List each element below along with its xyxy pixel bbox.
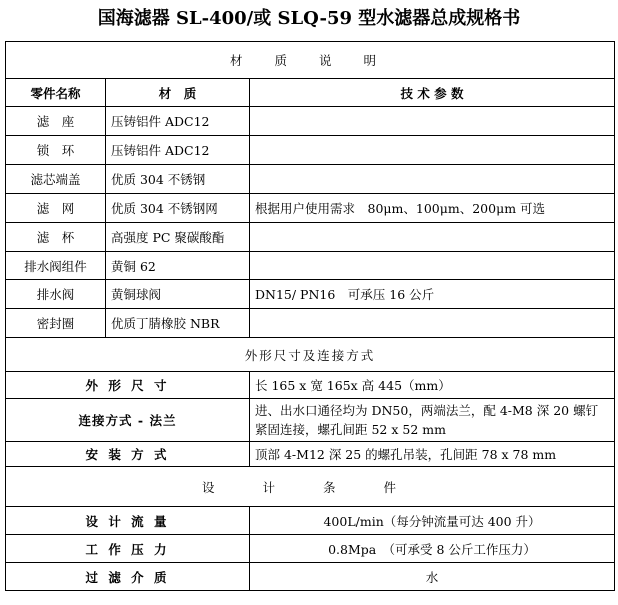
- part-params: [250, 165, 615, 194]
- table-row: [6, 136, 615, 165]
- part-params: [250, 223, 615, 252]
- part-name: 滤芯端盖: [6, 165, 106, 194]
- part-material: 黄铜球阀: [106, 280, 250, 309]
- part-material: 优质 304 不锈钢网: [106, 194, 250, 223]
- spec-value: 400L/min（每分钟流量可达 400 升）: [250, 507, 615, 535]
- spec-label: 过 滤 介 质: [6, 563, 250, 591]
- document-title: 国海滤器 SL-400/或 SLQ-59 型水滤器总成规格书: [97, 8, 521, 29]
- spec-label: 工 作 压 力: [6, 535, 250, 563]
- table-row: [6, 252, 615, 280]
- part-name: 排水阀: [6, 280, 106, 309]
- part-material: 压铸铝件 ADC12: [106, 107, 250, 136]
- table-row: [6, 280, 615, 309]
- part-params: DN15/ PN16 可承压 16 公斤: [250, 280, 615, 309]
- spec-value: 水: [250, 563, 615, 591]
- table-row: [6, 165, 615, 194]
- materials-section-title: 材 质 说 明: [6, 42, 615, 79]
- header-params: 技 术 参 数: [250, 79, 615, 107]
- table-row: [6, 194, 615, 223]
- spec-label: 设 计 流 量: [6, 507, 250, 535]
- header-part: 零件名称: [6, 79, 106, 107]
- table-row: [6, 223, 615, 252]
- materials-section-row: [6, 42, 615, 79]
- part-name: 滤 网: [6, 194, 106, 223]
- part-name: 滤 杯: [6, 223, 106, 252]
- spec-value: 长 165 x 宽 165x 高 445（mm）: [250, 372, 615, 399]
- table-row: [6, 563, 615, 591]
- table-row: [6, 442, 615, 467]
- table-row: [6, 309, 615, 338]
- part-name: 密封圈: [6, 309, 106, 338]
- part-params: 根据用户使用需求 80μm、100μm、200μm 可选: [250, 194, 615, 223]
- dimensions-section-row: [6, 338, 615, 372]
- part-params: [250, 107, 615, 136]
- part-params: [250, 309, 615, 338]
- part-name: 滤 座: [6, 107, 106, 136]
- table-row: [6, 399, 615, 442]
- spec-value: 0.8Mpa （可承受 8 公斤工作压力）: [250, 535, 615, 563]
- header-material: 材 质: [106, 79, 250, 107]
- part-params: [250, 252, 615, 280]
- part-material: 高强度 PC 聚碳酸酯: [106, 223, 250, 252]
- table-row: [6, 107, 615, 136]
- materials-header-row: [6, 79, 615, 107]
- spec-value: 进、出水口通径均为 DN50，两端法兰，配 4-M8 深 20 螺钉紧固连接，螺孔间距 52 x 52 mm: [250, 399, 615, 442]
- spec-label: 外 形 尺 寸: [6, 372, 250, 399]
- spec-label: 连接方式 - 法兰: [6, 399, 250, 442]
- part-name: 排水阀组件: [6, 252, 106, 280]
- part-name: 锁 环: [6, 136, 106, 165]
- design-section-row: [6, 467, 615, 507]
- design-section-title: 设 计 条 件: [6, 467, 615, 507]
- part-params: [250, 136, 615, 165]
- dimensions-section-title: 外形尺寸及连接方式: [6, 338, 615, 372]
- table-row: [6, 535, 615, 563]
- spec-label: 安 装 方 式: [6, 442, 250, 467]
- spec-table: [5, 41, 615, 591]
- part-material: 压铸铝件 ADC12: [106, 136, 250, 165]
- part-material: 优质 304 不锈钢: [106, 165, 250, 194]
- part-material: 黄铜 62: [106, 252, 250, 280]
- table-row: [6, 507, 615, 535]
- spec-value: 顶部 4-M12 深 25 的螺孔吊装，孔间距 78 x 78 mm: [250, 442, 615, 467]
- part-material: 优质丁腈橡胶 NBR: [106, 309, 250, 338]
- table-row: [6, 372, 615, 399]
